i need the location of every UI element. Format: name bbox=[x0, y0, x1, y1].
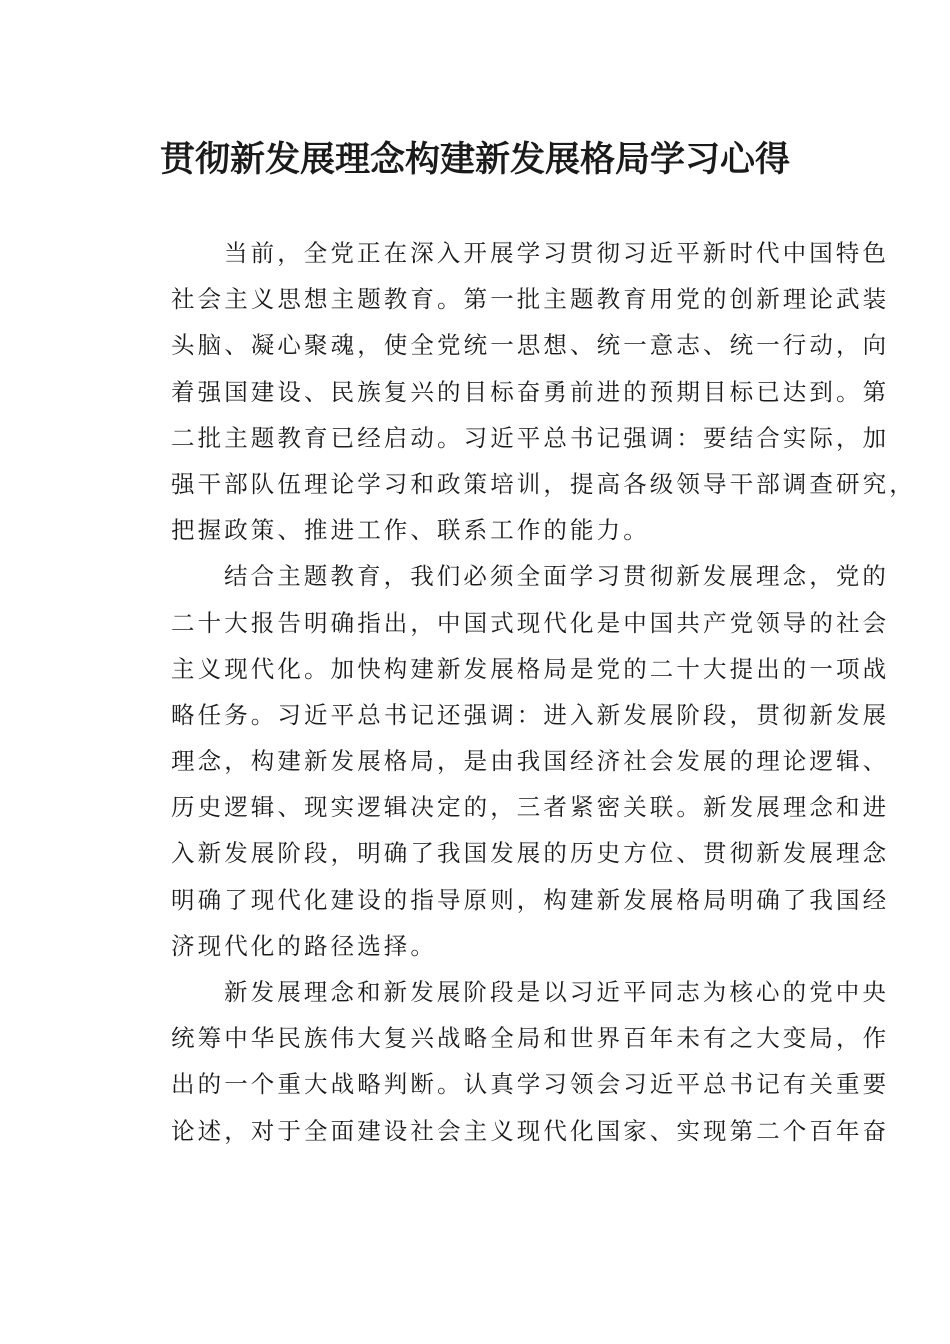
text-line: 明确了现代化建设的指导原则，构建新发展格局明确了我国经 bbox=[171, 885, 890, 914]
text-line: 略任务。习近平总书记还强调：进入新发展阶段，贯彻新发展 bbox=[171, 700, 890, 729]
text-line: 论述，对于全面建设社会主义现代化国家、实现第二个百年奋 bbox=[171, 1116, 890, 1145]
text-line: 新发展理念和新发展阶段是以习近平同志为核心的党中央 bbox=[224, 978, 889, 1006]
text-line: 着强国建设、民族复兴的目标奋勇前进的预期目标已达到。第 bbox=[171, 377, 890, 406]
text-line: 头脑、凝心聚魂，使全党统一思想、统一意志、统一行动，向 bbox=[171, 331, 890, 360]
text-line: 结合主题教育，我们必须全面学习贯彻新发展理念，党的 bbox=[224, 562, 889, 591]
text-line: 强干部队伍理论学习和政策培训，提高各级领导干部调查研究， bbox=[171, 469, 916, 498]
text-line: 济现代化的路径选择。 bbox=[171, 931, 437, 960]
text-line: 理念，构建新发展格局，是由我国经济社会发展的理论逻辑、 bbox=[171, 747, 890, 776]
text-line: 社会主义思想主题教育。第一批主题教育用党的创新理论武装 bbox=[171, 285, 890, 314]
text-line: 二十大报告明确指出，中国式现代化是中国共产党领导的社会 bbox=[171, 608, 890, 637]
text-line: 主义现代化。加快构建新发展格局是党的二十大提出的一项战 bbox=[171, 654, 890, 683]
text-line: 统筹中华民族伟大复兴战略全局和世界百年未有之大变局，作 bbox=[171, 1024, 890, 1053]
text-line: 把握政策、推进工作、联系工作的能力。 bbox=[171, 516, 650, 545]
text-line: 历史逻辑、现实逻辑决定的，三者紧密关联。新发展理念和进 bbox=[171, 793, 890, 822]
text-line: 入新发展阶段，明确了我国发展的历史方位、贯彻新发展理念 bbox=[171, 839, 890, 868]
document-title: 贯彻新发展理念构建新发展格局学习心得 bbox=[159, 139, 790, 180]
text-line: 出的一个重大战略判断。认真学习领会习近平总书记有关重要 bbox=[171, 1070, 890, 1099]
paragraph-2 bbox=[118, 553, 890, 969]
text-line: 二批主题教育已经启动。习近平总书记强调：要结合实际，加 bbox=[171, 423, 890, 452]
paragraph-3 bbox=[118, 969, 890, 1154]
text-line: 当前，全党正在深入开展学习贯彻习近平新时代中国特色 bbox=[224, 239, 889, 267]
document-body bbox=[118, 230, 916, 1154]
paragraph-1 bbox=[118, 230, 916, 553]
